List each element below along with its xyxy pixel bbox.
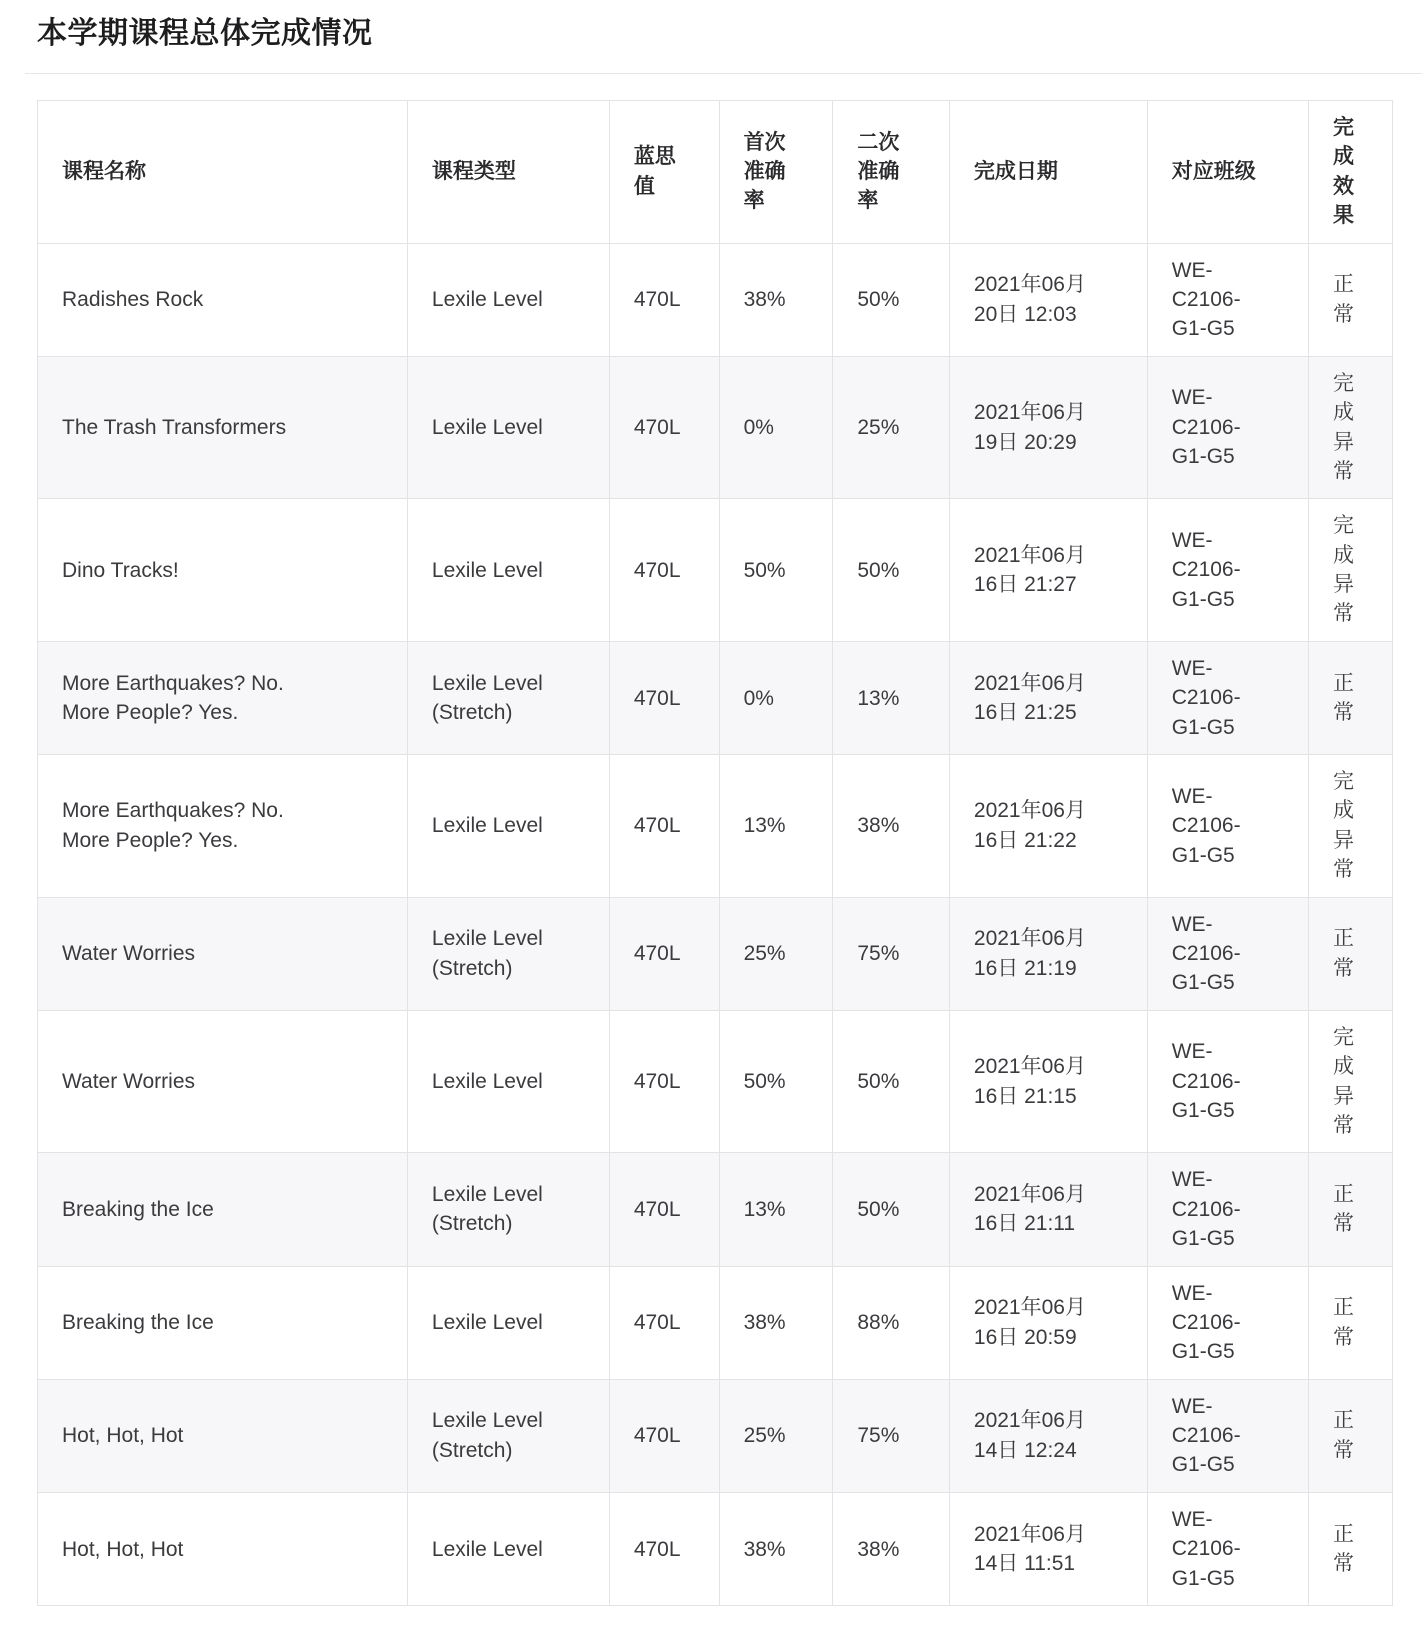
cell-first-accuracy — [719, 1379, 833, 1492]
table-row — [38, 356, 1393, 499]
cell-first-accuracy — [719, 641, 833, 754]
cell-value: WE-C2106-G1-G5 — [1171, 784, 1241, 867]
cell-course-name — [38, 1153, 408, 1266]
cell-result — [1308, 897, 1392, 1010]
cell-value: 完成异常 — [1332, 514, 1354, 626]
cell-value: 正常 — [1332, 1522, 1354, 1575]
header-result — [1308, 101, 1392, 244]
table-row — [38, 499, 1393, 642]
cell-class-name — [1147, 897, 1308, 1010]
cell-result — [1308, 1266, 1392, 1379]
cell-completion-date — [949, 243, 1147, 356]
cell-value: 正常 — [1332, 1183, 1354, 1236]
cell-value: 470L — [633, 1311, 681, 1335]
cell-value: 470L — [633, 1070, 681, 1094]
table-row — [38, 1266, 1393, 1379]
cell-first-accuracy — [719, 356, 833, 499]
cell-value: WE-C2106-G1-G5 — [1171, 1281, 1241, 1364]
cell-value: Lexile Level — [431, 288, 543, 312]
cell-class-name — [1147, 1379, 1308, 1492]
cell-value: 正常 — [1332, 1296, 1354, 1349]
cell-completion-date — [949, 1492, 1147, 1605]
cell-value: Lexile Level (Stretch) — [431, 927, 543, 980]
cell-first-accuracy — [719, 897, 833, 1010]
cell-course-name — [38, 1266, 408, 1379]
course-table-body — [38, 243, 1393, 1605]
cell-value: 50% — [857, 1070, 900, 1094]
cell-course-type — [407, 356, 609, 499]
cell-first-accuracy — [719, 755, 833, 898]
cell-course-name — [38, 1492, 408, 1605]
cell-value: 470L — [633, 686, 681, 710]
cell-value: 50% — [857, 288, 900, 312]
cell-second-accuracy — [833, 243, 950, 356]
cell-value: 470L — [633, 416, 681, 440]
table-row — [38, 1379, 1393, 1492]
table-row — [38, 641, 1393, 754]
cell-course-type — [407, 641, 609, 754]
cell-value: 2021年06月20日 12:03 — [973, 273, 1086, 326]
cell-value: 正常 — [1332, 927, 1354, 980]
cell-value: 470L — [633, 814, 681, 838]
cell-completion-date — [949, 1153, 1147, 1266]
header-course-name — [38, 101, 408, 244]
cell-value: 470L — [633, 558, 681, 582]
cell-value: 2021年06月16日 21:19 — [973, 927, 1086, 980]
cell-value: 470L — [633, 1537, 681, 1561]
cell-value: More Earthquakes? No. More People? Yes. — [62, 799, 284, 852]
cell-course-name — [38, 243, 408, 356]
cell-value: WE-C2106-G1-G5 — [1171, 528, 1241, 611]
cell-completion-date — [949, 1379, 1147, 1492]
cell-lexile — [609, 1379, 719, 1492]
cell-course-type — [407, 499, 609, 642]
cell-course-type — [407, 1266, 609, 1379]
cell-second-accuracy — [833, 1010, 950, 1153]
cell-completion-date — [949, 499, 1147, 642]
cell-lexile — [609, 755, 719, 898]
header-label: 对应班级 — [1171, 160, 1256, 184]
cell-value: Hot, Hot, Hot — [62, 1424, 184, 1448]
cell-first-accuracy — [719, 499, 833, 642]
cell-course-type — [407, 1010, 609, 1153]
cell-result — [1308, 1492, 1392, 1605]
cell-second-accuracy — [833, 641, 950, 754]
cell-value: Lexile Level — [431, 1311, 543, 1335]
cell-value: WE-C2106-G1-G5 — [1171, 1394, 1241, 1477]
header-lexile — [609, 101, 719, 244]
header-label: 课程名称 — [62, 160, 146, 184]
cell-value: Lexile Level — [431, 814, 543, 838]
cell-value: 470L — [633, 1424, 681, 1448]
cell-first-accuracy — [719, 243, 833, 356]
cell-value: 75% — [857, 1424, 900, 1448]
cell-result — [1308, 1379, 1392, 1492]
cell-value: 2021年06月16日 21:11 — [973, 1183, 1086, 1236]
cell-value: 0% — [743, 686, 774, 710]
cell-second-accuracy — [833, 1153, 950, 1266]
cell-value: 470L — [633, 942, 681, 966]
cell-result — [1308, 356, 1392, 499]
header-label: 首次准确率 — [743, 130, 786, 213]
cell-result — [1308, 1010, 1392, 1153]
cell-lexile — [609, 1010, 719, 1153]
cell-class-name — [1147, 243, 1308, 356]
cell-course-type — [407, 1379, 609, 1492]
cell-value: Radishes Rock — [62, 288, 204, 312]
cell-course-name — [38, 1010, 408, 1153]
cell-result — [1308, 641, 1392, 754]
cell-value: Water Worries — [62, 942, 196, 966]
cell-value: 50% — [743, 1070, 786, 1094]
cell-second-accuracy — [833, 499, 950, 642]
cell-value: Lexile Level — [431, 1537, 543, 1561]
cell-value: 正常 — [1332, 671, 1354, 724]
cell-value: 50% — [857, 1198, 900, 1222]
title-divider — [25, 73, 1422, 74]
cell-value: 正常 — [1332, 273, 1354, 326]
cell-lexile — [609, 1266, 719, 1379]
table-row — [38, 243, 1393, 356]
cell-completion-date — [949, 356, 1147, 499]
header-label: 完成效果 — [1332, 116, 1354, 228]
cell-result — [1308, 755, 1392, 898]
header-second-accuracy — [833, 101, 950, 244]
cell-value: WE-C2106-G1-G5 — [1171, 386, 1241, 469]
cell-course-type — [407, 1153, 609, 1266]
cell-value: 2021年06月19日 20:29 — [973, 401, 1086, 454]
cell-value: 0% — [743, 416, 774, 440]
cell-class-name — [1147, 641, 1308, 754]
cell-course-name — [38, 897, 408, 1010]
cell-class-name — [1147, 499, 1308, 642]
cell-lexile — [609, 1153, 719, 1266]
cell-value: 25% — [857, 416, 900, 440]
cell-result — [1308, 499, 1392, 642]
cell-lexile — [609, 1492, 719, 1605]
cell-class-name — [1147, 1266, 1308, 1379]
header-label: 二次准确率 — [857, 130, 900, 213]
cell-first-accuracy — [719, 1010, 833, 1153]
cell-value: Breaking the Ice — [62, 1311, 214, 1335]
cell-value: 38% — [857, 1537, 900, 1561]
cell-value: 470L — [633, 1198, 681, 1222]
cell-completion-date — [949, 1010, 1147, 1153]
table-row — [38, 1010, 1393, 1153]
cell-value: 2021年06月16日 21:15 — [973, 1055, 1086, 1108]
cell-value: WE-C2106-G1-G5 — [1171, 1168, 1241, 1251]
header-completion-date — [949, 101, 1147, 244]
cell-value: 13% — [743, 1198, 786, 1222]
cell-completion-date — [949, 897, 1147, 1010]
cell-value: The Trash Transformers — [62, 416, 287, 440]
cell-value: 13% — [857, 686, 900, 710]
cell-second-accuracy — [833, 356, 950, 499]
cell-value: 完成异常 — [1332, 371, 1354, 483]
page-title: 本学期课程总体完成情况 — [37, 17, 373, 50]
cell-completion-date — [949, 1266, 1147, 1379]
cell-completion-date — [949, 641, 1147, 754]
cell-first-accuracy — [719, 1153, 833, 1266]
cell-class-name — [1147, 356, 1308, 499]
cell-second-accuracy — [833, 897, 950, 1010]
cell-value: 2021年06月16日 20:59 — [973, 1296, 1086, 1349]
cell-course-name — [38, 1379, 408, 1492]
cell-value: Lexile Level (Stretch) — [431, 671, 543, 724]
header-class — [1147, 101, 1308, 244]
cell-course-type — [407, 897, 609, 1010]
cell-value: Breaking the Ice — [62, 1198, 214, 1222]
cell-value: 470L — [633, 288, 681, 312]
cell-value: Lexile Level (Stretch) — [431, 1409, 543, 1462]
cell-second-accuracy — [833, 1492, 950, 1605]
cell-value: 完成异常 — [1332, 1025, 1354, 1137]
cell-result — [1308, 243, 1392, 356]
cell-value: 38% — [743, 1537, 786, 1561]
cell-course-name — [38, 641, 408, 754]
table-row — [38, 1492, 1393, 1605]
cell-value: 2021年06月14日 12:24 — [973, 1409, 1086, 1462]
header-label: 完成日期 — [973, 160, 1058, 184]
cell-lexile — [609, 243, 719, 356]
header-first-accuracy — [719, 101, 833, 244]
header-label: 蓝思值 — [633, 145, 676, 198]
cell-value: WE-C2106-G1-G5 — [1171, 1507, 1241, 1590]
cell-value: 2021年06月14日 11:51 — [973, 1522, 1086, 1575]
cell-value: 完成异常 — [1332, 770, 1354, 882]
cell-value: WE-C2106-G1-G5 — [1171, 1040, 1241, 1123]
cell-value: Lexile Level — [431, 558, 543, 582]
cell-value: 50% — [857, 558, 900, 582]
course-report-table — [37, 100, 1393, 1606]
cell-first-accuracy — [719, 1492, 833, 1605]
cell-course-name — [38, 755, 408, 898]
cell-value: 25% — [743, 1424, 786, 1448]
cell-class-name — [1147, 755, 1308, 898]
table-row — [38, 1153, 1393, 1266]
cell-value: Dino Tracks! — [62, 558, 179, 582]
cell-course-type — [407, 755, 609, 898]
cell-value: Water Worries — [62, 1070, 196, 1094]
cell-value: Lexile Level — [431, 416, 543, 440]
cell-lexile — [609, 356, 719, 499]
cell-first-accuracy — [719, 1266, 833, 1379]
header-course-type — [407, 101, 609, 244]
cell-value: Lexile Level — [431, 1070, 543, 1094]
cell-value: Lexile Level (Stretch) — [431, 1183, 543, 1236]
cell-course-type — [407, 243, 609, 356]
cell-value: More Earthquakes? No. More People? Yes. — [62, 671, 284, 724]
cell-value: 2021年06月16日 21:27 — [973, 543, 1086, 597]
cell-course-type — [407, 1492, 609, 1605]
cell-course-name — [38, 356, 408, 499]
cell-class-name — [1147, 1153, 1308, 1266]
cell-value: WE-C2106-G1-G5 — [1171, 912, 1241, 995]
cell-second-accuracy — [833, 755, 950, 898]
cell-lexile — [609, 897, 719, 1010]
cell-second-accuracy — [833, 1266, 950, 1379]
cell-value: 38% — [857, 814, 900, 838]
header-row — [38, 101, 1393, 244]
header-label: 课程类型 — [431, 160, 516, 184]
table-header — [38, 101, 1393, 244]
cell-value: 88% — [857, 1311, 900, 1335]
cell-result — [1308, 1153, 1392, 1266]
cell-course-name — [38, 499, 408, 642]
cell-value: 38% — [743, 1311, 786, 1335]
cell-value: 50% — [743, 558, 786, 582]
table-row — [38, 897, 1393, 1010]
cell-value: 2021年06月16日 21:25 — [973, 671, 1086, 724]
cell-completion-date — [949, 755, 1147, 898]
cell-value: 2021年06月16日 21:22 — [973, 799, 1086, 852]
table-row — [38, 755, 1393, 898]
cell-value: WE-C2106-G1-G5 — [1171, 656, 1241, 739]
cell-class-name — [1147, 1010, 1308, 1153]
cell-lexile — [609, 499, 719, 642]
cell-second-accuracy — [833, 1379, 950, 1492]
cell-value: 正常 — [1332, 1409, 1354, 1462]
cell-value: 13% — [743, 814, 786, 838]
cell-value: WE-C2106-G1-G5 — [1171, 258, 1241, 341]
cell-value: 75% — [857, 942, 900, 966]
cell-class-name — [1147, 1492, 1308, 1605]
cell-lexile — [609, 641, 719, 754]
cell-value: 38% — [743, 288, 786, 312]
cell-value: 25% — [743, 942, 786, 966]
cell-value: Hot, Hot, Hot — [62, 1537, 184, 1561]
